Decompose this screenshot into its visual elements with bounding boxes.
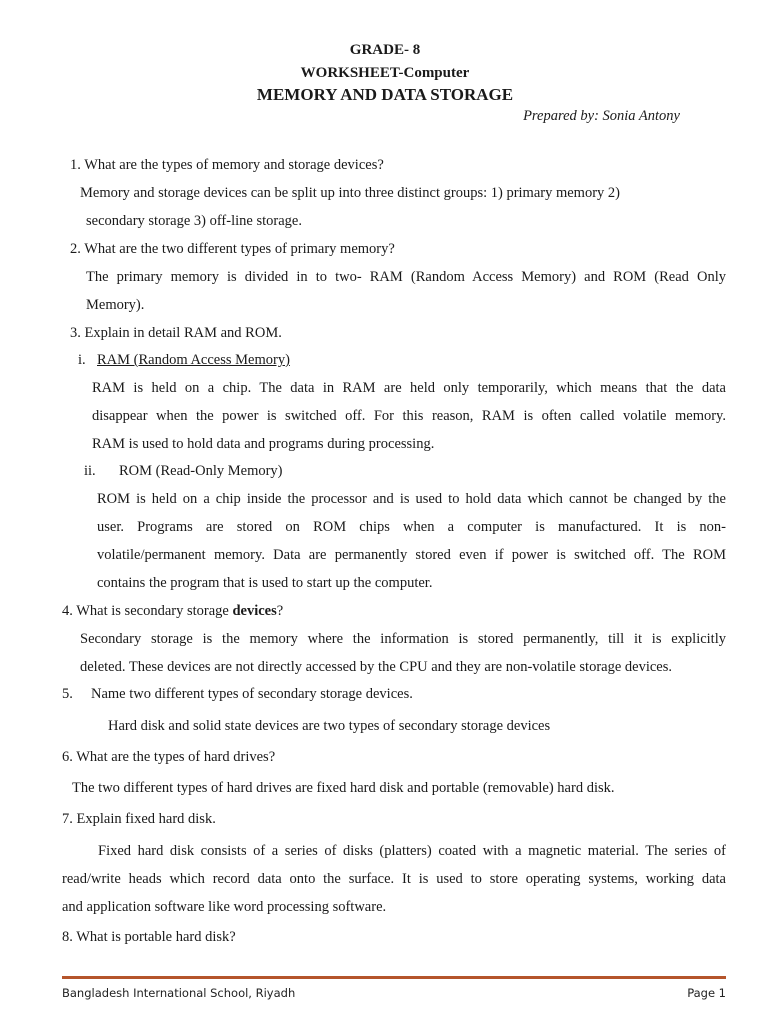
answer-6: The two different types of hard drives are fixed hard disk and portable (removable) hard disk. (72, 780, 615, 796)
answer-2-line-1: The primary memory is divided in to two- RAM (Random Access Memory) and ROM (Read Only (86, 269, 726, 285)
question-1: 1. What are the types of memory and storage devices? (70, 157, 384, 173)
answer-2-line-2: Memory). (86, 297, 145, 313)
answer-7-line-3: and application software like word processing software. (62, 899, 387, 915)
question-5-number: 5. (62, 686, 73, 702)
answer-5: Hard disk and solid state devices are two types of secondary storage devices (108, 718, 551, 734)
answer-7-line-2: read/write heads which record data onto the surface. It is used to store operating systems, working data (62, 871, 726, 887)
rom-line-2: user. Programs are stored on ROM chips when a computer is manufactured. It is non- (97, 519, 726, 535)
footer-rule (62, 976, 726, 979)
ram-heading: RAM (Random Access Memory) (97, 352, 290, 368)
ram-line-3: RAM is used to hold data and programs during processing. (92, 436, 435, 452)
answer-7-line-1: Fixed hard disk consists of a series of disks (platters) coated with a magnetic material. The series of (98, 843, 726, 859)
rom-line-4: contains the program that is used to start up the computer. (97, 575, 433, 591)
footer-school: Bangladesh International School, Riyadh (62, 986, 296, 1000)
page-title: MEMORY AND DATA STORAGE (256, 85, 514, 104)
question-4-suffix: ? (276, 603, 284, 619)
question-4 (62, 603, 283, 620)
question-2: 2. What are the two different types of primary memory? (70, 241, 395, 257)
question-4-text: 4. What is secondary storage (62, 603, 233, 619)
answer-4-line-1: Secondary storage is the memory where the information is stored permanently, till it is explicitly (80, 631, 726, 647)
worksheet-heading: WORKSHEET-Computer (300, 65, 470, 81)
answer-4-line-2: deleted. These devices are not directly accessed by the CPU and they are non-volatile storage devices. (80, 659, 672, 675)
footer-page-number: Page 1 (687, 986, 726, 1000)
question-7: 7. Explain fixed hard disk. (62, 811, 216, 827)
rom-line-3: volatile/permanent memory. Data are permanently stored even if power is switched off. The ROM (97, 547, 726, 563)
prepared-by: Prepared by: Sonia Antony (523, 108, 680, 124)
rom-heading: ROM (Read-Only Memory) (119, 463, 283, 479)
rom-marker: ii. (84, 463, 96, 479)
question-4-bold: devices (232, 603, 277, 619)
answer-1-line-1: Memory and storage devices can be split up into three distinct groups: 1) primary memory 2) (80, 185, 620, 201)
ram-line-2: disappear when the power is switched off. For this reason, RAM is often called volatile memory. (92, 408, 726, 424)
grade-heading: GRADE- 8 (349, 42, 421, 58)
ram-marker: i. (78, 352, 86, 368)
rom-line-1: ROM is held on a chip inside the processor and is used to hold data which cannot be changed by the (97, 491, 726, 507)
question-3: 3. Explain in detail RAM and ROM. (70, 325, 282, 341)
question-8: 8. What is portable hard disk? (62, 929, 236, 945)
question-6: 6. What are the types of hard drives? (62, 749, 276, 765)
question-5: Name two different types of secondary storage devices. (91, 686, 413, 702)
answer-1-line-2: secondary storage 3) off-line storage. (86, 213, 302, 229)
ram-line-1: RAM is held on a chip. The data in RAM are held only temporarily, which means that the data (92, 380, 726, 396)
